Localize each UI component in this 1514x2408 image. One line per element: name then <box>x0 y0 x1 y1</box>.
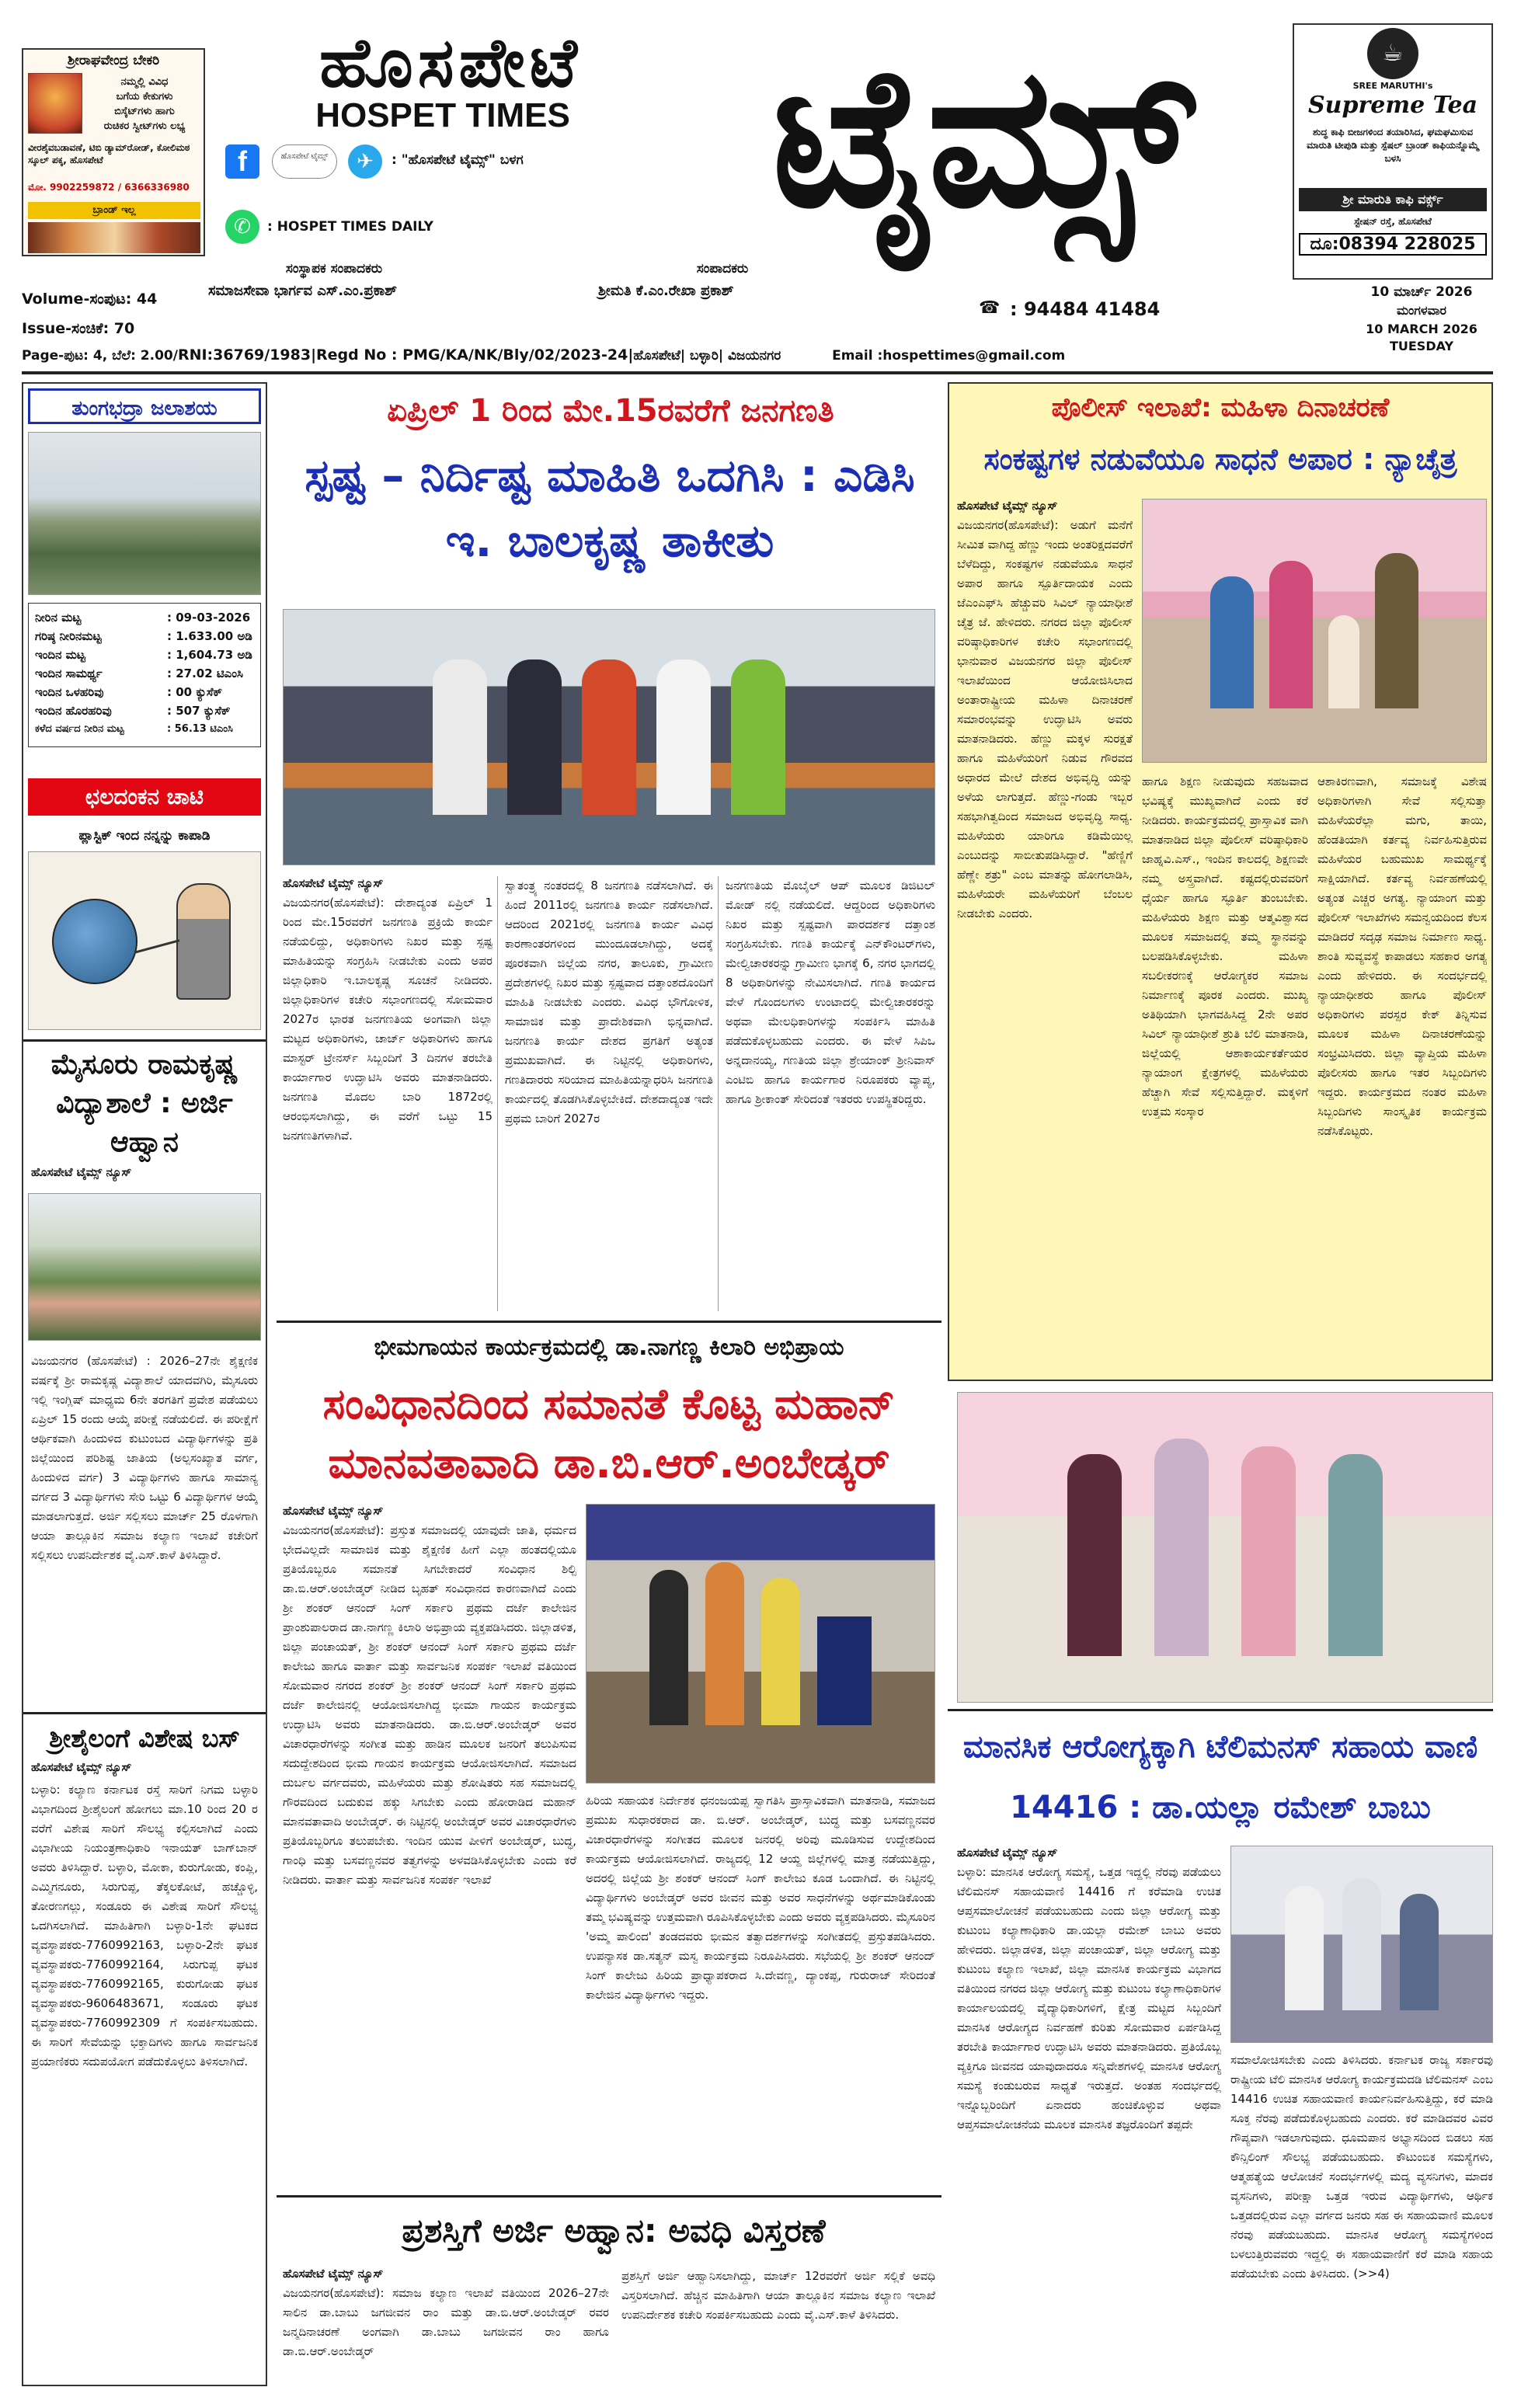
bakery-line: ನಮ್ಮಲ್ಲಿ ವಿವಿಧ <box>120 76 169 88</box>
masthead-rule <box>22 371 1493 374</box>
dam-photo <box>28 432 261 595</box>
bakery-address: ವೀರಶೈವಬಡಾವಣೆ, ಟಿಬಿ ಡ್ಯಾಮ್‌ರೋಡ್, ಕೋಲಿಮಠ ಸ್ಕೂಲ್ ಪಕ್ಕ, ಹೊಸಪೇಟೆ <box>28 142 190 165</box>
telegram-label: : "ಹೊಸಪೇಟೆ ಟೈಮ್ಸ್" ಬಳಗ <box>392 152 524 168</box>
dam-title <box>28 388 261 424</box>
womens-kicker: ಪೊಲೀಸ್ ಇಲಾಖೆ: ಮಹಿಳಾ ದಿನಾಚರಣೆ <box>1051 392 1390 423</box>
census-col3: ಜನಗಣತಿಯ ಮೊಬೈಲ್ ಆಪ್ ಮೂಲಕ ಡಿಜಿಟಲ್ ಮೋಡ್ ನಲ್ಲಿ ನಡೆಯಲಿದೆ. ಆದ್ದರಿಂದ ಅಧಿಕಾರಿಗಳು ನಿಖರ ಮತ್ತು ಸ್ಪಷ್ಟವಾಗಿ ಪಾರದರ್ಶಕ ದತ್ತಾಂಶ ಸಂಗ್ರಹಿಸಬೇಕು. ಗಣತಿ ಕಾರ್ಯಕ್ಕೆ ಎನ್‌ಕೌಂಟರ್‌ಗಳು, ಮೇಲ್ವಿಚಾರಕರನ್ನು ಗ್ರಾಮೀಣ ಭಾಗಕ್ಕೆ 6, ನಗರ ಭಾಗದಲ್ಲಿ 8 ಅಧಿಕಾರಿಗಳನ್ನು ನೇಮಿಸಲಾಗಿದೆ. ಗಣತಿ ಕಾರ್ಯದ ವೇಳೆ ಗೊಂದಲಗಳು ಉಂಟಾದಲ್ಲಿ ಮೇಲ್ವಿಚಾರಕರನ್ನು ಅಥವಾ ಮೇಲಧಿಕಾರಿಗಳನ್ನು ಸಂಪರ್ಕಿಸಿ ಮಾಹಿತಿ ಪಡೆದುಕೊಳ್ಳಬಹುದು ಎಂದರು. ಈ ವೇಳೆ ಸಿಪಿಒ ಅನ್ನದಾನಯ್ಯ, ಗಣತಿಯ ಜಿಲ್ಲಾ ಶ್ರೇಯಾಂಕ್ ಶ್ರೀನಿವಾಸ್ ಎಂಟಿಬಿ ಹಾಗೂ ಕಾರ್ಯಗಾರ ನಿರೂಪಕರು ವ್ಯಾಪ್ಯ, ಹಾಗೂ ಶ್ರೀಕಾಂತ್ ಸೇರಿದಂತೆ ಇತರರು ಉಪಸ್ಥಿತರಿದ್ದರು. <box>726 879 935 1106</box>
telegram-icon: ✈ <box>348 144 382 179</box>
ambedkar-kicker: ಭೀಮಗಾಯನ ಕಾರ್ಯಕ್ರಮದಲ್ಲಿ ಡಾ.ನಾಗಣ್ಣ ಕಿಲಾರಿ ಅಭಿಪ್ರಾಯ <box>374 1334 844 1361</box>
volume: Volume-ಸಂಪುಟ: 44 <box>22 291 158 308</box>
mental-byline: ಹೊಸಪೇಟೆ ಟೈಮ್ಸ್ ನ್ಯೂಸ್ <box>957 1846 1058 1860</box>
school-body: ವಿಜಯನಗರ (ಹೊಸಪೇಟೆ) : 2026–27ನೇ ಶೈಕ್ಷಣಿಕ ವರ್ಷಕ್ಕೆ ಶ್ರೀ ರಾಮಕೃಷ್ಣ ವಿದ್ಯಾಶಾಲೆ ಯಾದವಗಿರಿ, ಮೈಸೂರು ಇಲ್ಲಿ ಇಂಗ್ಲಿಷ್ ಮಾಧ್ಯಮ 6ನೇ ತರಗತಿಗೆ ಪ್ರವೇಶ ಪಡೆಯಲು ಏಪ್ರಿಲ್ 15 ರಂದು ಆಯ್ಕೆ ಪರೀಕ್ಷೆ ನಡೆಯಲಿದೆ. ಈ ಪರೀಕ್ಷೆಗೆ ಆರ್ಥಿಕವಾಗಿ ಹಿಂದುಳಿದ ಕುಟುಂಬದ ವಿದ್ಯಾರ್ಥಿಗಳನ್ನು ಪ್ರತಿ ಜಿಲ್ಲೆಯಿಂದ ಪರಿಶಿಷ್ಟ ಜಾತಿಯ (ಅಲ್ಪಸಂಖ್ಯಾತ ವರ್ಗ, ಹಿಂದುಳಿದ ವರ್ಗ) 3 ವಿದ್ಯಾರ್ಥಿಗಳು ಹಾಗೂ ಸಾಮಾನ್ಯ ವರ್ಗದ 3 ವಿದ್ಯಾರ್ಥಿಗಳು ಸೇರಿ ಒಟ್ಟು 6 ವಿದ್ಯಾರ್ಥಿಗಳ ಆಯ್ಕೆ ಮಾಡಲಾಗುತ್ತದೆ. ಅರ್ಜಿ ಸಲ್ಲಿಸಲು ಮಾರ್ಚ್ 25 ರೊಳಗಾಗಿ ಆಯಾ ತಾಲ್ಲೂಕಿನ ಸಮಾಜ ಕಲ್ಯಾಣ ಇಲಾಖೆ ಕಚೇರಿಗೆ ಸಲ್ಲಿಸಲು ಉಪನಿರ್ದೇಶಕ ವೈ.ಎಸ್.ಕಾಳೆ ತಿಳಿಸಿದ್ದಾರೆ. <box>31 1354 258 1562</box>
tea-ad <box>1293 23 1493 280</box>
ambedkar-col2: ಹಿರಿಯ ಸಹಾಯಕ ನಿರ್ದೇಶಕ ಧನಂಜಯಪ್ಪ ಸ್ವಾಗತಿಸಿ ಪ್ರಾಸ್ತಾವಿಕವಾಗಿ ಮಾತನಾಡಿ, ಸಮಾಜದ ಪ್ರಮುಖ ಸುಧಾರಕರಾದ ಡಾ. ಬಿ.ಆರ್. ಅಂಬೇಡ್ಕರ್, ಬುದ್ಧ ಮತ್ತು ಬಸವಣ್ಣನವರ ವಿಚಾರಧಾರೆಗಳನ್ನು ಸಂಗೀತದ ಮೂಲಕ ಜನರಲ್ಲಿ ಅರಿವು ಮೂಡಿಸುವ ಉದ್ದೇಶದಿಂದ ಕಾರ್ಯಕ್ರಮ ಆಯೋಜಿಸಲಾಗಿದೆ. ರಾಜ್ಯದಲ್ಲಿ 12 ಆಯ್ದ ಜಿಲ್ಲೆಗಳಲ್ಲಿ ಮಾತ್ರ ನಡೆಯುತ್ತಿದ್ದು, ಅದರಲ್ಲಿ ಜಿಲ್ಲೆಯ ಶ್ರೀ ಶಂಕರ್ ಆನಂದ್ ಸಿಂಗ್ ಕಾಲೇಜು ಕೂಡ ಒಂದಾಗಿದೆ. ಈ ನಿಟ್ಟಿನಲ್ಲಿ ವಿದ್ಯಾರ್ಥಿಗಳು ಅಂಬೇಡ್ಕರ್ ಅವರ ಜೀವನ ಮತ್ತು ಅವರ ಸಾಧನೆಗಳನ್ನು ಅರ್ಥಮಾಡಿಕೊಂಡು ತಮ್ಮ ಭವಿಷ್ಯವನ್ನು ಉತ್ತಮವಾಗಿ ರೂಪಿಸಿಕೊಳ್ಳಬೇಕು ಎಂದು ಅವರು ವ್ಯಕ್ತಪಡಿಸಿದರು. ಮೈಸೂರಿನ 'ಅಮ್ಮ ಪಾಲಿಂದ' ತಂಡದವರು ಭೀಮನ ತತ್ವಾದರ್ಶಗಳನ್ನು ಸಂಗೀತದಲ್ಲಿ ಪ್ರಸ್ತುತಪಡಿಸಿದರು. ಉಪನ್ಯಾಸಕ ಡಾ.ಸತ್ಯನ್ ಮಸ್ವ ಕಾರ್ಯಕ್ರಮ ನಿರೂಪಿಸಿದರು. ಸಭೆಯಲ್ಲಿ ಶ್ರೀ ಶಂಕರ್ ಆನಂದ್ ಸಿಂಗ್ ಕಾಲೇಜು ಹಿರಿಯ ಪ್ರಾಧ್ಯಾಪಕರಾದ ಸಿ.ದೇವಣ್ಣ, ದ್ಯಾಂಕಪ್ಪ, ಗುರುರಾಜ್ ಸೇರಿದಂತೆ ಕಾಲೇಜಿನ ವಿದ್ಯಾರ್ಥಿಗಳು ಇದ್ದರು. <box>586 1794 935 2002</box>
dam-row: ನೀರಿನ ಮಟ್ಟ : 09-03-2026 <box>35 611 251 625</box>
mental-headline: ಮಾನಸಿಕ ಆರೋಗ್ಯಕ್ಕಾಗಿ ಟೆಲಿಮನಸ್ ಸಹಾಯ ವಾಣಿ 14416 : ಡಾ.ಯಲ್ಲಾ ರಮೇಶ್ ಬಾಬು <box>962 1729 1478 1825</box>
email: Email :hospettimes@gmail.com <box>832 348 1066 364</box>
bakery-phone: ಮೋ. 9902259872 / 6366336980 <box>28 182 190 193</box>
tea-brand: Supreme Tea <box>1307 92 1478 119</box>
bus-byline: ಹೊಸಪೇಟೆ ಟೈಮ್ಸ್ ನ್ಯೂಸ್ <box>31 1760 132 1774</box>
dam-row: ಇಂದಿನ ಮಟ್ಟ : 1,604.73 ಅಡಿ <box>35 648 252 662</box>
issue: Issue-ಸಂಚಿಕೆ: 70 <box>22 320 135 337</box>
regd: RNI:36769/1983|Regd No : PMG/KA/NK/Bly/02/2023-24| <box>177 346 634 364</box>
whatsapp-label: : HOSPET TIMES DAILY <box>267 219 433 235</box>
date-en: 10 MARCH 2026 <box>1366 322 1477 336</box>
ambedkar-headline: ಸಂವಿಧಾನದಿಂದ ಸಮಾನತೆ ಕೊಟ್ಟ ಮಹಾನ್ ಮಾನವತಾವಾದಿ ಡಾ.ಬಿ.ಆರ್.ಅಂಬೇಡ್ಕರ್ <box>322 1380 896 1488</box>
mental-col1: ಬಳ್ಳಾರಿ: ಮಾನಸಿಕ ಆರೋಗ್ಯ ಸಮಸ್ಯೆ, ಒತ್ತಡ ಇದ್ದಲ್ಲಿ ನೆರವು ಪಡೆಯಲು ಟೆಲಿಮನಸ್ ಸಹಾಯವಾಣಿ 14416 ಗೆ ಕರೆಮಾಡಿ ಉಚಿತ ಆಪ್ತಸಮಾಲೋಚನೆ ಪಡೆಯಬಹುದು ಎಂದು ಜಿಲ್ಲಾ ಆರೋಗ್ಯ ಮತ್ತು ಕುಟುಂಬ ಕಲ್ಯಾಣಾಧಿಕಾರಿ ಡಾ.ಯಲ್ಲಾ ರಮೇಶ್ ಬಾಬು ಅವರು ಹೇಳಿದರು. ಜಿಲ್ಲಾಡಳಿತ, ಜಿಲ್ಲಾ ಪಂಚಾಯತ್, ಜಿಲ್ಲಾ ಆರೋಗ್ಯ ಮತ್ತು ಕುಟುಂಬ ಕಲ್ಯಾಣ ಇಲಾಖೆ, ಜಿಲ್ಲಾ ಮಾನಸಿಕ ಕಾರ್ಯಕ್ರಮ ವಿಭಾಗದ ವತಿಯಿಂದ ನಗರದ ಜಿಲ್ಲಾ ಆರೋಗ್ಯ ಮತ್ತು ಕುಟುಂಬ ಕಲ್ಯಾಣಾಧಿಕಾರಿಗಳ ಕಾರ್ಯಾಲಯದಲ್ಲಿ ವೈದ್ಯಾಧಿಕಾರಿಗಳಿಗೆ, ಕ್ಷೇತ್ರ ಮಟ್ಟದ ಸಿಬ್ಬಂದಿಗೆ ಮಾನಸಿಕ ಆರೋಗ್ಯದ ನಿರ್ವಹಣೆ ಕುರಿತು ಸೋಮವಾರ ಏರ್ಪಡಿಸಿದ್ದ ತರಬೇತಿ ಕಾರ್ಯಾಗಾರ ಉದ್ಘಾಟಿಸಿ ಅವರು ಮಾತನಾಡಿದರು. ಪ್ರತಿಯೊಬ್ಬ ವ್ಯಕ್ತಿಗೂ ಜೀವನದ ಯಾವುದಾದರೂ ಸನ್ನಿವೇಶಗಳಲ್ಲಿ ಮಾನಸಿಕ ಆರೋಗ್ಯ ಸಮಸ್ಯೆ ಕಂಡುಬರುವ ಸಾಧ್ಯತೆ ಇರುತ್ತದೆ. ಅಂತಹ ಸಂದರ್ಭದಲ್ಲಿ ಇನ್ನೊಬ್ಬರಿಂದಿಗೆ ಏನಾದರು ಹಂಚಿಕೊಳ್ಳುವ ಅಥವಾ ಆಪ್ತಸಮಾಲೋಚನೆಯ ಮೂಲಕ ಮಾನಸಿಕ ತಜ್ಞರೊಂದಿಗೆ ತಪ್ಪದೇ <box>957 1865 1221 2131</box>
sidebar-rule <box>23 1039 266 1042</box>
census-col1: ವಿಜಯನಗರ(ಹೊಸಪೇಟೆ): ದೇಶಾದ್ಯಂತ ಏಪ್ರಿಲ್ 1 ರಿಂದ ಮೇ.15ರವರೆಗೆ ಜನಗಣತಿ ಪ್ರಕ್ರಿಯೆ ಕಾರ್ಯ ನಡೆಯಲಿದ್ದು, ಅಧಿಕಾರಿಗಳು ನಿಖರ ಮತ್ತು ಸ್ಪಷ್ಟ ಮಾಹಿತಿಯನ್ನು ಸಂಗ್ರಹಿಸಿ ನೀಡಬೇಕು ಎಂದು ಅಪರ ಜಿಲ್ಲಾಧಿಕಾರಿ ಇ.ಬಾಲಕೃಷ್ಣ ಸೂಚನೆ ನೀಡಿದರು. ಜಿಲ್ಲಾಧಿಕಾರಿಗಳ ಕಚೇರಿ ಸಭಾಂಗಣದಲ್ಲಿ ಸೋಮವಾರ 2027ರ ಭಾರತ ಜನಗಣತಿಯ ಅಂಗವಾಗಿ ಜಿಲ್ಲಾ ಮಟ್ಟದ ಅಧಿಕಾರಿಗಳು, ಚಾರ್ಜ್ ಅಧಿಕಾರಿಗಳು ಹಾಗೂ ಮಾಸ್ಟರ್ ಟ್ರೇನರ್ಸ್ ಸಿಬ್ಬಂದಿಗೆ 3 ದಿನಗಳ ತರಬೇತಿ ಕಾರ್ಯಾಗಾರ ಉದ್ಘಾಟಿಸಿ ಅವರು ಮಾತನಾಡಿದರು. ಜನಗಣತಿ ಮೊದಲ ಬಾರಿ 1872ರಲ್ಲಿ ಆರಂಭಿಸಲಾಗಿದ್ದು, ಈ ವರೆಗೆ ಒಟ್ಟು 15 ಜನಗಣತಿಗಳಾಗಿವೆ. <box>283 896 492 1143</box>
day-kn: ಮಂಗಳವಾರ <box>1396 303 1447 318</box>
womens-headline: ಸಂಕಷ್ಟಗಳ ನಡುವೆಯೂ ಸಾಧನೆ ಅಪಾರ : ನ್ಯಾಚೈತ್ರ <box>983 442 1457 476</box>
bakery-image <box>28 73 82 134</box>
founder-label: ಸಂಸ್ಥಾಪಕ ಸಂಪಾದಕರು <box>285 261 383 277</box>
womens-photo <box>1142 499 1487 763</box>
dam-row: ಇಂದಿನ ಸಾಮರ್ಥ್ಯ : 27.02 ಟಿಎಂಸಿ <box>35 666 243 680</box>
mental-photo <box>1230 1846 1493 2043</box>
editor-name: ಶ್ರೀಮತಿ ಕೆ.ಎಂ.ರೇಖಾ ಪ್ರಕಾಶ್ <box>598 283 734 299</box>
womens-dance-photo <box>957 1392 1493 1703</box>
dam-row: ಇಂದಿನ ಹೊರಹರಿವು : 507 ಕ್ಯುಸೆಕ್ <box>35 704 231 718</box>
bakery-ad-title: ಶ್ರೀರಾಘವೇಂದ್ರ ಬೇಕರಿ <box>67 53 160 68</box>
figure-icon <box>176 883 231 1000</box>
cake-image <box>28 222 200 253</box>
bakery-line: ರುಚಿಕರ ಸ್ವೀಟ್‌ಗಳು ಲಭ್ಯ <box>103 120 186 132</box>
facebook-icon: f <box>225 144 259 179</box>
census-col2: ಸ್ವಾತಂತ್ರ್ಯ ನಂತರದಲ್ಲಿ 8 ಜನಗಣತಿ ನಡೆಸಲಾಗಿದೆ. ಈ ಹಿಂದೆ 2011ರಲ್ಲಿ ಜನಗಣತಿ ಕಾರ್ಯ ನಡೆಸಲಾಗಿದೆ. ಆದರಿಂದ 2021ರಲ್ಲಿ ಜನಗಣತಿ ಕಾರ್ಯ ವಿವಿಧ ಕಾರಣಾಂತರಗಳಿಂದ ಮುಂದೂಡಲಾಗಿದ್ದು, ಅದಕ್ಕೆ ಪೂರಕವಾಗಿ ಜಿಲ್ಲೆಯ ನಗರ, ತಾಲೂಕು, ಗ್ರಾಮೀಣ ಪ್ರದೇಶಗಳಲ್ಲಿ ನಿಖರ ಮತ್ತು ಸ್ಪಷ್ಟವಾದ ದತ್ತಾಂಶದೊಂದಿಗೆ ಮಾಹಿತಿ ನೀಡಬೇಕು ಎಂದರು. ವಿವಿಧ ಭೌಗೋಳಿಕ, ಸಾಮಾಜಿಕ ಮತ್ತು ಪ್ರಾದೇಶಿಕವಾಗಿ ಭಿನ್ನವಾಗಿದೆ. ಜನಗಣತಿ ಕಾರ್ಯ ದೇಶದ ಪ್ರಗತಿಗೆ ಅತ್ಯಂತ ಪ್ರಮುಖವಾಗಿದೆ. ಈ ನಿಟ್ಟಿನಲ್ಲಿ ಅಧಿಕಾರಿಗಳು, ಗಣತಿದಾರರು ಸರಿಯಾದ ಮಾಹಿತಿಯನ್ನಾಧರಿಸಿ ಜನಗಣತಿ ಕಾರ್ಯದಲ್ಲಿ ತೊಡಗಿಸಿಕೊಳ್ಳಬೇಕಿದೆ. ದೇಶದಾದ್ಯಂತ ಇದೇ ಪ್ರಥಮ ಬಾರಿಗೆ 2027ರ <box>505 879 713 1126</box>
census-photo-people <box>284 610 935 865</box>
fb-label: ಹೊಸಪೇಟೆ ಟೈಮ್ಸ್ <box>272 144 337 179</box>
masthead-title-kn: ಹೊಸಪೇಟೆ <box>319 22 582 103</box>
census-kicker: ಏಪ್ರಿಲ್ 1 ರಿಂದ ಮೇ.15ರವರೆಗೆ ಜನಗಣತಿ <box>387 393 834 429</box>
tea-shop: ಶ್ರೀ ಮಾರುತಿ ಕಾಫಿ ವರ್ಕ್ಸ್ <box>1299 188 1487 211</box>
tea-logo-icon: ☕ <box>1367 28 1418 79</box>
tea-address: ಸ್ಟೇಷನ್ ರಸ್ತೆ, ಹೊಸಪೇಟೆ <box>1354 216 1432 227</box>
day-en: TUESDAY <box>1389 339 1454 353</box>
tea-phone: ದೂ:08394 228025 <box>1299 233 1487 256</box>
whatsapp-icon: ✆ <box>225 210 259 244</box>
census-byline: ಹೊಸಪೇಟೆ ಟೈಮ್ಸ್ ನ್ಯೂಸ್ <box>283 876 384 890</box>
dam-title-text: ತುಂಗಭದ್ರಾ ಜಲಾಶಯ <box>71 397 218 420</box>
prashasti-headline: ಪ್ರಶಸ್ತಿಗೆ ಅರ್ಜಿ ಅಹ್ವಾನ: ಅವಧಿ ವಿಸ್ತರಣೆ <box>402 2211 826 2250</box>
tea-desc: ಶುದ್ಧ ಕಾಫಿ ಬೀಜಗಳಿಂದ ತಯಾರಿಸಿದ, ಘಮಘಮಿಸುವ ಮಾರುತಿ ಟೀಪುಡಿ ಮತ್ತು ಸ್ಪೆಷಲ್ ಬ್ರಾಂಡ್ ಕಾಫಿಯನ್ನೊಮ್ಮೆ ಬಳಸಿ <box>1307 127 1479 164</box>
sidebar-rule <box>23 1712 266 1714</box>
dam-row: ಕಳೆದ ವರ್ಷದ ನೀರಿನ ಮಟ್ಟ : 56.13 ಟಿಎಂಸಿ <box>35 723 233 735</box>
masthead-title-big: ಟೈಮ್ಸ್ <box>771 22 1194 250</box>
founder-name: ಸಮಾಜಸೇವಾ ಭಾರ್ಗವ ಎಸ್.ಎಂ.ಪ್ರಕಾಶ್ <box>208 283 397 299</box>
masthead-title-en: HOSPET TIMES <box>315 96 570 134</box>
bus-headline: ಶ್ರೀಶೈಲಂಗೆ ವಿಶೇಷ ಬಸ್ <box>49 1724 240 1753</box>
ambedkar-photo <box>586 1504 935 1783</box>
pages: Page-ಪುಟ: 4, ಬೆಲೆ: 2.00/ <box>22 348 178 364</box>
cartoon-title: ಛಲದಂಕನ ಚಾಟಿ <box>28 778 261 816</box>
dam-stats <box>28 603 261 747</box>
phone-icon: ☎ <box>979 298 1001 318</box>
masthead-phone: : 94484 41484 <box>1010 298 1161 320</box>
school-photo <box>28 1193 261 1341</box>
school-headline: ಮೈಸೂರು ರಾಮಕೃಷ್ಣ ವಿದ್ಯಾಶಾಲೆ : ಅರ್ಜಿ ಆಹ್ವಾನ <box>50 1049 238 1158</box>
masthead <box>0 0 1514 373</box>
bakery-footer: ಬ್ರಾಂಡ್ ಇಲ್ಲ <box>28 202 200 219</box>
womens-col3: ಆಶಾಕಿರಣವಾಗಿ, ಸಮಾಜಕ್ಕೆ ವಿಶೇಷ ಅಧಿಕಾರಿಗಳಾಗಿ ಸೇವೆ ಸಲ್ಲಿಸುತ್ತಾ ಮಹಿಳೆಯರೆಲ್ಲಾ ಮಗು, ತಾಯಿ, ಹೆಂಡತಿಯಾಗಿ ಕರ್ತವ್ಯ ನಿರ್ವಹಿಸುತ್ತಿರುವ ಮಹಿಳೆಯರ ಬಹುಮುಖ ಸಾಮರ್ಥ್ಯಕ್ಕೆ ಸಾಕ್ಷಿಯಾಗಿದೆ. ಕರ್ತವ್ಯ ನಿರ್ವಹಣೆಯಲ್ಲಿ ಅತ್ಯಂತ ಎಚ್ಚರ ಅಗತ್ಯ. ನ್ಯಾಯಾಂಗ ಮತ್ತು ಪೊಲೀಸ್ ಇಲಾಖೆಗಳು ಸಮನ್ವಯದಿಂದ ಕೆಲಸ ಮಾಡಿದರೆ ಸದೃಢ ಸಮಾಜ ನಿರ್ಮಾಣ ಸಾಧ್ಯ. ಶಾಂತಿ ಸುವ್ಯವಸ್ಥೆ ಕಾಪಾಡಲು ಸಹಕಾರ ಅಗತ್ಯ ಎಂದು ಹೇಳಿದರು. ಈ ಸಂದರ್ಭದಲ್ಲಿ ನ್ಯಾಯಾಧೀಶರು ಹಾಗೂ ಪೊಲೀಸ್ ಅಧಿಕಾರಿಗಳು ಪರಸ್ಪರ ಕೇಕ್ ತಿನ್ನಿಸುವ ಮೂಲಕ ಮಹಿಳಾ ದಿನಾಚರಣೆಯನ್ನು ಸಂಭ್ರಮಿಸಿದರು. ಜಿಲ್ಲಾ ವ್ಯಾಪ್ತಿಯ ಮಹಿಳಾ ಪೊಲೀಸರು ಹಾಗೂ ಇತರ ಸಿಬ್ಬಂದಿಗಳು ಇದ್ದರು. ಕಾರ್ಯಕ್ರಮದ ನಂತರ ಮಹಿಳಾ ಸಿಬ್ಬಂದಿಗಳು ಸಾಂಸ್ಕೃತಿಕ ಕಾರ್ಯಕ್ರಮ ನಡೆಸಿಕೊಟ್ಟರು. <box>1317 774 1487 1138</box>
bus-body: ಬಳ್ಳಾರಿ: ಕಲ್ಯಾಣ ಕರ್ನಾಟಕ ರಸ್ತೆ ಸಾರಿಗೆ ನಿಗಮ ಬಳ್ಳಾರಿ ವಿಭಾಗದಿಂದ ಶ್ರೀಶೈಲಂಗೆ ಹೋಗಲು ಮಾ.10 ರಿಂದ 20 ರ ವರೆಗೆ ವಿಶೇಷ ಸಾರಿಗೆ ಸೌಲಭ್ಯ ಕಲ್ಪಿಸಲಾಗಿದೆ ಎಂದು ವಿಭಾಗೀಯ ನಿಯಂತ್ರಣಾಧಿಕಾರಿ ಇನಾಯತ್ ಬಾಗ್‌ಬಾನ್ ಅವರು ತಿಳಿಸಿದ್ದಾರೆ. ಬಳ್ಳಾರಿ, ಮೋಕಾ, ಕುರುಗೋಡು, ಕಂಪ್ಲಿ, ಎಮ್ಮಿಗನೂರು, ಸಿರುಗುಪ್ಪ, ತೆಕ್ಕಲಕೋಟೆ, ಹಚ್ಚೊಳ್ಳಿ, ತೋರಣಗಲ್ಲು, ಸಂಡೂರು ಈ ವಿಶೇಷ ಸಾರಿಗೆ ಸೌಲಭ್ಯ ಒದಗಿಸಲಾಗಿದೆ. ಮಾಹಿತಿಗಾಗಿ ಬಳ್ಳಾರಿ-1ನೇ ಘಟಕದ ವ್ಯವಸ್ಥಾಪಕರು-7760992163, ಬಳ್ಳಾರಿ-2ನೇ ಘಟಕ ವ್ಯವಸ್ಥಾಪಕರು-7760992164, ಸಿರುಗುಪ್ಪ ಘಟಕ ವ್ಯವಸ್ಥಾಪಕರು-7760992165, ಕುರುಗೋಡು ಘಟಕ ವ್ಯವಸ್ಥಾಪಕರು-9606483671, ಸಂಡೂರು ಘಟಕ ವ್ಯವಸ್ಥಾಪಕರು-7760992309 ಗೆ ಸಂಪರ್ಕಿಸಬಹುದು. ಈ ಸಾರಿಗೆ ಸೇವೆಯನ್ನು ಭಕ್ತಾದಿಗಳು ಹಾಗೂ ಸಾರ್ವಜನಿಕ ಪ್ರಯಾಣಿಕರು ಸದುಪಯೋಗ ಪಡೆದುಕೊಳ್ಳಲು ತಿಳಿಸಲಾಗಿದೆ. <box>31 1783 258 2069</box>
mental-col2: ಸಮಾಲೋಚಿಸಬೇಕು ಎಂದು ತಿಳಿಸಿದರು. ಕರ್ನಾಟಕ ರಾಜ್ಯ ಸರ್ಕಾರವು ರಾಷ್ಟ್ರೀಯ ಟೆಲಿ ಮಾನಸಿಕ ಆರೋಗ್ಯ ಕಾರ್ಯಕ್ರಮದಡಿ ಟೆಲಿಮನಸ್ ಎಂಬ 14416 ಉಚಿತ ಸಹಾಯವಾಣಿ ಕಾರ್ಯನಿರ್ವಹಿಸುತ್ತಿದ್ದು, ಕರೆ ಮಾಡಿ ಸೂಕ್ತ ನೆರವು ಪಡೆದುಕೊಳ್ಳಬಹುದು ಎಂದರು. ಕರೆ ಮಾಡಿದವರ ವಿವರ ಗೌಪ್ಯವಾಗಿ ಇಡಲಾಗುವುದು. ಧೂಮಪಾನ ಅಭ್ಯಾಸದಿಂದ ಬಿಡಲು ಸಹ ಕೌನ್ಸಿಲಿಂಗ್ ಸೌಲಭ್ಯ ಪಡೆಯಬಹುದು. ಕೌಟುಂಬಿಕ ಸಮಸ್ಯೆಗಳು, ಆತ್ಮಹತ್ಯೆಯ ಆಲೋಚನೆ ಸಂದರ್ಭಗಳಲ್ಲಿ ಮದ್ಯ ವ್ಯಸನಿಗಳು, ಮಾದಕ ವ್ಯಸನಿಗಳು, ಪರೀಕ್ಷಾ ಒತ್ತಡ ಇರುವ ವಿದ್ಯಾರ್ಥಿಗಳು, ಆರ್ಥಿಕ ಒತ್ತಡದಲ್ಲಿರುವ ಎಲ್ಲಾ ವರ್ಗದ ಜನರು ಸಹ ಈ ಸಹಾಯವಾಣಿ ಮೂಲಕ ನೆರವು ಪಡೆಯಬಹುದು. ಮಾನಸಿಕ ಆರೋಗ್ಯ ಸಮಸ್ಯೆಗಳಿಂದ ಬಳಲುತ್ತಿರುವವರು ಇದ್ದಲ್ಲಿ ಈ ಸಹಾಯವಾಣಿಗೆ ಕರೆ ಮಾಡಿ ಸಹಾಯ ಪಡೆಯಬೇಕು ಎಂದು ತಿಳಿಸಿದರು. (>>4) <box>1230 2053 1493 2281</box>
school-byline: ಹೊಸಪೇಟೆ ಟೈಮ್ಸ್ ನ್ಯೂಸ್ <box>31 1165 132 1179</box>
cartoon-image <box>28 851 261 1030</box>
womens-col2: ಹಾಗೂ ಶಿಕ್ಷಣ ನೀಡುವುದು ಸಹಜವಾದ ಭವಿಷ್ಯಕ್ಕೆ ಮುಖ್ಯವಾಗಿದೆ ಎಂದು ಕರೆ ನೀಡಿದರು. ಕಾರ್ಯಕ್ರಮದಲ್ಲಿ ಪ್ರಾಸ್ತಾವಿಕ ವಾಗಿ ಮಾತನಾಡಿದ ಜಿಲ್ಲಾ ಪೊಲೀಸ್ ವರಿಷ್ಠಾಧಿಕಾರಿ ಜಾಹ್ನವಿ.ಎಸ್., ಇಂದಿನ ಕಾಲದಲ್ಲಿ ಶಿಕ್ಷಣವೇ ನಮ್ಮ ಅಸ್ತ್ರವಾಗಿದೆ. ಕಷ್ಟದಲ್ಲಿರುವವರಿಗೆ ಧೈರ್ಯ ಹಾಗೂ ಸ್ಫೂರ್ತಿ ತುಂಬಬೇಕು. ಮಹಿಳೆಯರು ಶಿಕ್ಷಣ ಮತ್ತು ಆತ್ಮವಿಶ್ವಾಸದ ಮೂಲಕ ಸಮಾಜದಲ್ಲಿ ತಮ್ಮ ಸ್ಥಾನವನ್ನು ಬಲಪಡಿಸಿಕೊಳ್ಳಬೇಕು. ಮಹಿಳಾ ಸಬಲೀಕರಣಕ್ಕೆ ಆರೋಗ್ಯಕರ ಸಮಾಜ ನಿರ್ಮಾಣಕ್ಕೆ ಪೂರಕ ಎಂದರು. ಮುಖ್ಯ ಅತಿಥಿಯಾಗಿ ಭಾಗವಹಿಸಿದ್ದ 2ನೇ ಅಪರ ಸಿವಿಲ್ ನ್ಯಾಯಾಧೀಶೆ ಶ್ರುತಿ ಬೆಲಿ ಮಾತನಾಡಿ, ಜಿಲ್ಲೆಯಲ್ಲಿ ಆಶಾಕಾರ್ಯಕರ್ತೆಯರ ನ್ಯಾಯಾಂಗ ಕ್ಷೇತ್ರಗಳಲ್ಲಿ ಮಹಿಳೆಯರು ಹೆಚ್ಚಾಗಿ ಸೇವೆ ಸಲ್ಲಿಸುತ್ತಿದ್ದಾರೆ. ಮಕ್ಕಳಿಗೆ ಉತ್ತಮ ಸಂಸ್ಕಾರ <box>1142 774 1308 1119</box>
date-kn: 10 ಮಾರ್ಚ್ 2026 <box>1370 284 1473 300</box>
prashasti-col2: ಪ್ರಶಸ್ತಿಗೆ ಅರ್ಜಿ ಆಹ್ವಾನಿಸಲಾಗಿದ್ದು, ಮಾರ್ಚ್ 12ರವರೆಗೆ ಅರ್ಜಿ ಸಲ್ಲಿಕೆ ಅವಧಿ ವಿಸ್ತರಿಸಲಾಗಿದೆ. ಹೆಚ್ಚಿನ ಮಾಹಿತಿಗಾಗಿ ಆಯಾ ತಾಲ್ಲೂಕಿನ ಸಮಾಜ ಕಲ್ಯಾಣ ಇಲಾಖೆ ಉಪನಿರ್ದೇಶಕ ಕಚೇರಿ ಸಂಪರ್ಕಿಸಬಹುದು ಎಂದು ವೈ.ಎಸ್.ಕಾಳೆ ತಿಳಿಸಿದರು. <box>621 2269 935 2322</box>
dam-row: ಇಂದಿನ ಒಳಹರಿವು : 00 ಕ್ಯುಸೆಕ್ <box>35 685 223 699</box>
prashasti-byline: ಹೊಸಪೇಟೆ ಟೈಮ್ಸ್ ನ್ಯೂಸ್ <box>283 2267 384 2281</box>
dam-row: ಗರಿಷ್ಠ ನೀರಿನಮಟ್ಟ : 1.633.00 ಅಡಿ <box>35 629 252 643</box>
bakery-line: ಬಿಸ್ಕೆಟ್‌ಗಳು ಹಾಗು <box>114 106 175 117</box>
tea-brand-top: SREE MARUTHI's <box>1352 81 1433 91</box>
place: ಹೊಸಪೇಟೆ| ಬಳ್ಳಾರಿ| ವಿಜಯನಗರ <box>633 348 781 364</box>
census-photo <box>283 609 935 865</box>
bakery-ad <box>22 48 205 256</box>
womens-col1: ವಿಜಯನಗರ(ಹೊಸಪೇಟೆ): ಅಡುಗೆ ಮನೆಗೆ ಸೀಮಿತ ವಾಗಿದ್ದ ಹೆಣ್ಣು ಇಂದು ಅಂತರಿಕ್ಷದವರೆಗೆ ಬೆಳೆದಿದ್ದು, ಸಂಕಷ್ಟಗಳ ನಡುವೆಯೂ ಸಾಧನೆ ಅಪಾರ ಹಾಗೂ ಸ್ಪೂರ್ತಿದಾಯಕ ಎಂದು ಜೆಎಂಎಫ್‌ಸಿ ಹೆಚ್ಚುವರಿ ಸಿವಿಲ್ ನ್ಯಾಯಾಧೀಶೆ ಚೈತ್ರ ಜೆ. ಹೇಳಿದರು. ನಗರದ ಜಿಲ್ಲಾ ಪೊಲೀಸ್ ವರಿಷ್ಠಾಧಿಕಾರಿಗಳ ಕಚೇರಿ ಸಭಾಂಗಣದಲ್ಲಿ ಭಾನುವಾರ ವಿಜಯನಗರ ಜಿಲ್ಲಾ ಪೊಲೀಸ್ ಇಲಾಖೆಯಿಂದ ಆಯೋಜಿಸಿಲಾದ ಅಂತಾರಾಷ್ಟ್ರೀಯ ಮಹಿಳಾ ದಿನಾಚರಣೆ ಸಮಾರಂಭವನ್ನು ಉದ್ಘಾಟಿಸಿ ಅವರು ಮಾತನಾಡಿದರು. ಹೆಣ್ಣು ಮಕ್ಕಳ ಸುರಕ್ಷತೆ ಹಾಗೂ ಮಹಿಳೆಯರಿಗೆ ನಿಡುವ ಗೌರವದ ಅಧಾರದ ಮೇಲೆ ದೇಶದ ಅಭಿವೃದ್ಧಿ ಯನ್ನು ಅಳೆಯ ಲಾಗುತ್ತದೆ. ಹೆಣ್ಣು-ಗಂಡು ಇಬ್ಬರ ಸಹಭಾಗಿತ್ವದಿಂದ ಸಮಾಜದ ಅಭಿವೃದ್ಧಿ ಸಾಧ್ಯ. ಮಹಿಳೆಯರು ಯಾರಿಗೂ ಕಡಿಮೆಯಿಲ್ಲ ಎಂಬುದನ್ನು ಸಾಬೀತುಪಡಿಸಿದ್ದಾರೆ. "ಹೆಣ್ಣಿಗೆ ಹೆಣ್ಣೇ ಶತ್ರು" ಎಂಬ ಮಾತನ್ನು ಹೋಗಲಾಡಿಸಿ, ಮಹಿಳೆಯರೇ ಮಹಿಳೆಯರಿಗೆ ಬೆಂಬಲ ನೀಡಬೇಕು ಎಂದರು. <box>957 518 1133 920</box>
globe-icon <box>52 899 137 984</box>
prashasti-col1: ವಿಜಯನಗರ(ಹೊಸಪೇಟೆ): ಸಮಾಜ ಕಲ್ಯಾಣ ಇಲಾಖೆ ವತಿಯಿಂದ 2026–27ನೇ ಸಾಲಿನ ಡಾ.ಬಾಬು ಜಗಜೀವನ ರಾಂ ಮತ್ತು ಡಾ.ಬಿ.ಆರ್.ಅಂಬೇಡ್ಕರ್ ರವರ ಜನ್ಮದಿನಾಚರಣೆ ಅಂಗವಾಗಿ ಡಾ.ಬಾಬು ಜಗಜೀವನ ರಾಂ ಹಾಗೂ ಡಾ.ಬಿ.ಆರ್.ಅಂಬೇಡ್ಕರ್ <box>283 2286 609 2358</box>
census-headline: ಸ್ಪಷ್ಟ – ನಿರ್ದಿಷ್ಟ ಮಾಹಿತಿ ಒದಗಿಸಿ : ಎಡಿಸಿ ಇ. ಬಾಲಕೃಷ್ಣ ತಾಕೀತು <box>305 449 915 567</box>
bakery-line: ಬಗೆಯ ಕೇಕುಗಳು <box>116 91 173 103</box>
ambedkar-col1: ವಿಜಯನಗರ(ಹೊಸಪೇಟೆ): ಪ್ರಸ್ತುತ ಸಮಾಜದಲ್ಲಿ ಯಾವುದೇ ಜಾತಿ, ಧರ್ಮದ ಭೇದವಿಲ್ಲದೇ ಸಾಮಾಜಿಕ ಮತ್ತು ಶೈಕ್ಷಣಿಕ ಹೀಗೆ ಎಲ್ಲಾ ಹಂತದಲ್ಲಿಯೂ ಪ್ರತಿಯೊಬ್ಬರೂ ಸಮಾನತೆ ಸಿಗಬೇಕಾದರೆ ಸಂವಿಧಾನ ಶಿಲ್ಪಿ ಡಾ.ಬಿ.ಆರ್.ಅಂಬೇಡ್ಕರ್ ನೀಡಿದ ಬೃಹತ್ ಸಂವಿಧಾನದ ಕಾರಣವಾಗಿದೆ ಎಂದು ಶ್ರೀ ಶಂಕರ್ ಆನಂದ್ ಸಿಂಗ್ ಸರ್ಕಾರಿ ಪ್ರಥಮ ದರ್ಜೆ ಕಾಲೇಜಿನ ಪ್ರಾಂಶುಪಾಲರಾದ ಡಾ.ನಾಗಣ್ಣ ಕಿಲಾರಿ ಅಭಿಪ್ರಾಯ ವ್ಯಕ್ತಪಡಿಸಿದರು. ಜಿಲ್ಲಾಡಳಿತ, ಜಿಲ್ಲಾ ಪಂಚಾಯತ್, ಶ್ರೀ ಶಂಕರ್ ಆನಂದ್ ಸಿಂಗ್ ಸರ್ಕಾರಿ ಪ್ರಥಮ ದರ್ಜೆ ಕಾಲೇಜು ಹಾಗೂ ವಾರ್ತಾ ಮತ್ತು ಸಾರ್ವಜನಿಕ ಸಂಪರ್ಕ ಇಲಾಖೆ ವತಿಯಿಂದ ಸೋಮವಾರ ನಗರದ ಶಂಕರ್ ಶ್ರೀ ಶಂಕರ್ ಆನಂದ್ ಸಿಂಗ್ ಸರ್ಕಾರಿ ಪ್ರಥಮ ದರ್ಜೆ ಕಾಲೇಜಿನಲ್ಲಿ ಆಯೋಜಿಸಲಾಗಿದ್ದ ಭೀಮಾ ಗಾಯನ ಕಾರ್ಯಕ್ರಮ ಉದ್ಘಾಟಿಸಿ ಅವರು ಮಾತನಾಡಿದರು. ಡಾ.ಬಿ.ಆರ್.ಅಂಬೇಡ್ಕರ್ ಅವರ ವಿಚಾರಧಾರೆಗಳನ್ನು ಸಂಗೀತ ಮತ್ತು ಹಾಡಿನ ಮೂಲಕ ಜನರಿಗೆ ತಲುಪಿಸುವ ಸದುದ್ದೇಶದಿಂದ ಭೀಮ ಗಾಯನ ಕಾರ್ಯಕ್ರಮ ಆಯೋಜಿಸಲಾಗಿದೆ. ಸಮಾಜದ ದುರ್ಬಲ ವರ್ಗದವರು, ಮಹಿಳೆಯರು ಮತ್ತು ಶೋಷಿತರು ಸಹ ಸಮಾಜದಲ್ಲಿ ಗೌರವದಿಂದ ಬದುಕುವ ಹಕ್ಕು ಸಿಗಬೇಕು ಎಂದು ಹೋರಾಡಿದ ಮಹಾನ್ ಮಾನವತಾವಾದಿ ಅಂಬೇಡ್ಕರ್. ಈ ನಿಟ್ಟಿನಲ್ಲಿ ಅಂಬೇಡ್ಕರ್ ಅವರ ವಿಚಾರಧಾರೆಗಳು ಪ್ರತಿಯೊಬ್ಬರಿಗೂ ತಲುಪಬೇಕು. ಇಂದಿನ ಯುವ ಪೀಳಿಗೆ ಅಂಬೇಡ್ಕರ್, ಬುದ್ಧ, ಗಾಂಧಿ ಮತ್ತು ಬಸವಣ್ಣನವರ ತತ್ವಗಳನ್ನು ಅಳವಡಿಸಿಕೊಳ್ಳಬೇಕು ಎಂದು ಕರೆ ನೀಡಿದರು. ವಾರ್ತಾ ಮತ್ತು ಸಾರ್ವಜನಿಕ ಸಂಪರ್ಕ ಇಲಾಖೆ <box>283 1523 576 1887</box>
editor-label: ಸಂಪಾದಕರು <box>696 261 749 277</box>
womens-byline: ಹೊಸಪೇಟೆ ಟೈಮ್ಸ್ ನ್ಯೂಸ್ <box>957 499 1058 513</box>
ambedkar-byline: ಹೊಸಪೇಟೆ ಟೈಮ್ಸ್ ನ್ಯೂಸ್ <box>283 1504 384 1518</box>
cartoon-caption: ಪ್ಲಾಸ್ಟಿಕ್ ಇಂದ ನನ್ನನ್ನು ಕಾಪಾಡಿ <box>78 828 211 844</box>
